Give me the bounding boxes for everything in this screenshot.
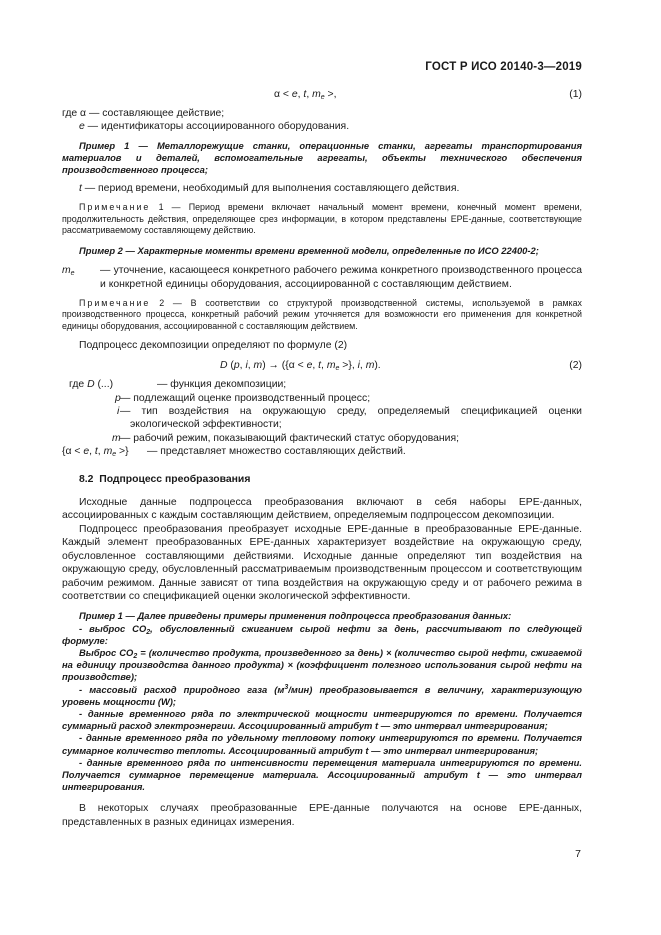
formula-2 xyxy=(62,359,582,375)
formula-1 xyxy=(62,88,582,104)
section-heading: 8.2 Подпроцесс преобразования xyxy=(79,473,251,485)
t-definition: t — период времени, необходимый для выполнения составляющего действия. xyxy=(79,182,460,194)
me-term: $m_e$ xyxy=(62,265,75,278)
me-definition: $m_e$ — уточнение, касающееся конкретного рабочего режима конкретного производственного процесса и конкретной единицы оборудования, ассоциированной с составляющим действием. xyxy=(62,265,582,290)
subprocess-intro: Подпроцесс декомпозиции определяют по формуле (2) xyxy=(79,339,348,351)
formula-2-expression: D (p, i, m) → ({α < e, t, $m_e$ >}, i, m). xyxy=(220,360,381,373)
note-2: Примечание 2 — В соответствии со структурой производственной системы, используемой в рамках производственного процесса, конкретный рабочий режим уточняется для возможности его применения для конкретной единицы оборудования, ассоциированной с составляющим действием. xyxy=(62,297,582,331)
where-m: m — рабочий режим, показывающий фактический статус оборудования; xyxy=(112,432,459,444)
example-2: Пример 2 — Характерные моменты времени временной модели, определенные по ИСО 22400-2; xyxy=(79,245,539,257)
formula-1-number: (1) xyxy=(569,89,582,100)
paragraph-2: Подпроцесс преобразования преобразует исходные EPE-данные в преобразованные EPE-данные. Каждый элемент преобразованных EPE-данных характеризует воздействие на окружающую среду, обусловленное составляющими действиями. Исходные данные определяют тип воздействия на окружающую среду, обусловленный рассматриваемым производственным процессом и соответствующим рабочим режимом. Данные зависят от типа воздействия на окружающую среду и от рабочего режима в соответствии со спецификацией оценки экологической эффективности. xyxy=(62,523,582,602)
formula-2-number: (2) xyxy=(569,360,582,372)
paragraph-3: В некоторых случаях преобразованные EPE-данные получаются на основе EPE-данных, представленных в разных единицах измерения. xyxy=(62,803,582,828)
note-1: Примечание 1 — Период времени включает начальный момент времени, конечный момент времени, продолжительность действия, определяющее срез информации, в котором представлены EPE-данные, соответствующие рассматриваемому составляющему действию. xyxy=(62,202,582,235)
formula-1-expression: α < e, t, $m_e$ >, xyxy=(274,89,337,101)
where-set: {α < e, t, $m_e$ >} — представляет множество составляющих действий. xyxy=(62,446,406,459)
where-p: p — подлежащий оценке производственный процесс; xyxy=(115,392,371,404)
page-content xyxy=(62,88,582,829)
where-2-list xyxy=(62,378,582,458)
paragraph-1: Исходные данные подпроцесса преобразования включают в себя наборы EPE-данных, ассоциированных с каждым составляющим действием, определяемым подпроцессом декомпозиции. xyxy=(62,497,582,522)
standard-header: ГОСТ Р ИСО 20140-3—2019 xyxy=(425,61,582,73)
page-number: 7 xyxy=(575,848,581,860)
where-i: i — тип воздействия на окружающую среду, определяемый спецификацией оценки экологической эффективности; xyxy=(117,406,582,431)
example-1: Пример 1 — Металлорежущие станки, операционные станки, агрегаты транспортирования материалов и деталей, вспомогательные агрегаты, объекты технического обеспечения производственного процесса; xyxy=(62,139,582,175)
where-D: где D (...) — функция декомпозиции; xyxy=(69,379,287,391)
where-e: e — идентификаторы ассоциированного оборудования. xyxy=(79,121,350,133)
example-block: Пример 1 — Далее приведены примеры применения подпроцесса преобразования данных: - выброс $CO_2$, обусловленный сжиганием сырой нефти за день, рассчитывают по следующей формуле: Выброс $CO_2$ = (количество продукта, произведенного за день) × (количество сырой нефти, сжигаемой на единицу производства данного продукта) × (коэффициент полезного использования сырой нефти на производстве); - массовый расход природного газа $(м^3/мин)$ преобразовывается в величину, характеризующую уровень мощности (W); - данные временного ряда по электрической мощности интегрируются по времени. Получается суммарный расход электроэнергии. Ассоциированный атрибут t — это интервал интегрирования; - данные временного ряда по удельному тепловому потоку интегрируются по времени. Получается суммарное количество теплоты. Ассоциированный атрибут t — это интервал интегрирования; - данные временного ряда по интенсивности перемещения материала интегрируются по времени. Получается суммарное перемещение материала. Ассоциированный атрибут t — это интервал интегрирования. xyxy=(62,610,582,793)
where-alpha: где α — составляющее действие; xyxy=(62,108,225,119)
